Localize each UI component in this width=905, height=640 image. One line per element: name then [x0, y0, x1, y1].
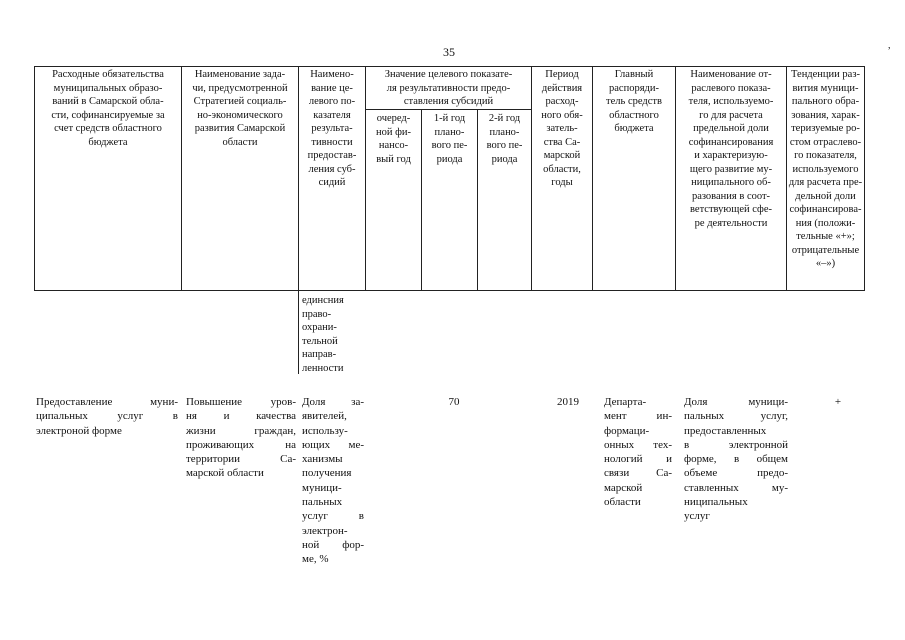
header-chief-administrator: Главный распоряди- тель средств областного бюджета	[606, 69, 662, 134]
cell-line: явителей,	[302, 410, 347, 423]
cell-line: ципальных услуг в	[36, 410, 178, 423]
cell-line: мент ин-	[604, 410, 672, 423]
previous-row-continuation: единсния право- охрани- тельной направ- ленности	[302, 295, 344, 374]
row-trend: +	[834, 396, 842, 408]
row-chief-administrator	[604, 395, 672, 509]
cell-line: онных тех-	[604, 438, 672, 451]
cell-line: жизни граждан,	[186, 424, 296, 437]
col-border	[592, 66, 593, 291]
header-planning-year-2: 2-й год плано- вого пе- риода	[486, 113, 523, 165]
header-development-trends: Тенденции раз- вития муници- пального обра- зования, харак- теризуемые ро- стом отраслево- го показателя, используемого для расчета пре- дельной доли софинансирова- ния (положи- тельные «+»; отрицательные «–»)	[788, 69, 863, 269]
header-top-border	[34, 66, 865, 67]
cell-line: области	[604, 496, 641, 509]
cell-line: ставленных му-	[684, 481, 788, 494]
cell-line: услуг	[684, 510, 710, 523]
header-target-indicator: Наимено- вание це- левого по- казателя результа- тивности предостав- ления суб- сидий	[307, 69, 357, 188]
page-number: 35	[443, 45, 455, 59]
cell-line: Доля за-	[302, 396, 364, 408]
cell-line: Повышение уров-	[186, 396, 296, 408]
row-expenditure-obligation	[36, 395, 178, 438]
cell-line: Предоставление муни-	[36, 396, 178, 408]
header-strategy-task: Наименование зада- чи, предусмотренной Стратегией социаль- но-экономического развития Самарской области	[192, 69, 288, 148]
cell-line: Департа-	[604, 396, 647, 408]
cell-line: марской	[604, 481, 643, 494]
col-border	[531, 66, 532, 291]
cell-line: использу-	[302, 424, 348, 437]
cell-line: ханизмы	[302, 453, 343, 466]
cell-line: ной фор-	[302, 538, 364, 551]
col-border	[365, 66, 366, 291]
cell-line: услуг в	[302, 510, 364, 523]
col-border	[864, 66, 865, 291]
cell-line: форме, в общем	[684, 453, 788, 466]
header-sector-indicator: Наименование от- раслевого показа- теля, используемо- го для расчета предельной доли софинансирования и характеризую- щего развитие му- ниципального об- разования в соот- ветствующей сфе- ре деятельности	[688, 69, 774, 229]
cell-line: ющих ме-	[302, 438, 364, 451]
header-indicator-value-group: Значение целевого показате- ля результативности предо- ставления субсидий	[384, 69, 513, 107]
cell-line: электроной форме	[36, 424, 122, 437]
col-border	[181, 66, 182, 291]
cell-line: ме, %	[302, 553, 329, 566]
header-planning-year-1: 1-й год плано- вого пе- риода	[431, 113, 468, 165]
cell-line: получения	[302, 467, 352, 480]
scan-mark: ,	[888, 40, 891, 51]
header-bottom-border	[34, 290, 865, 291]
cell-line: ниципальных	[684, 496, 748, 509]
header-obligation-period: Период действия расход- ного обя- затель- ства Са- марской области, годы	[541, 69, 583, 188]
cell-line: марской области	[186, 467, 264, 480]
cell-line: в электронной	[684, 438, 788, 451]
cell-line: муници-	[302, 481, 342, 494]
row-strategy-task	[186, 395, 296, 481]
row-period: 2019	[557, 396, 579, 408]
header-expenditure-obligations: Расходные обязательства муниципальных образо- ваний в Самарской обла- сти, софинансируемые за счет средств областного бюджета	[51, 69, 165, 148]
cell-line: проживающих на	[186, 438, 296, 451]
col-border	[34, 66, 35, 291]
cell-line: предоставленных	[684, 424, 767, 437]
cell-line: ня и качества	[186, 410, 296, 423]
cell-line: нологий и	[604, 453, 672, 466]
row-sector-indicator	[684, 395, 788, 524]
row-target-indicator	[302, 395, 364, 567]
cell-line: Доля муници-	[684, 396, 788, 408]
header-next-fiscal-year: очеред- ной фи- нансо- вый год	[375, 113, 412, 165]
row-value-next-year: 70	[448, 396, 460, 408]
col-border	[786, 66, 787, 291]
cell-line: объеме предо-	[684, 467, 788, 480]
cell-line: электрон-	[302, 524, 348, 537]
col-border	[298, 66, 299, 374]
cell-line: пальных услуг,	[684, 410, 788, 423]
group-divider	[365, 109, 531, 110]
cell-line: связи Са-	[604, 467, 672, 480]
cell-line: территории Са-	[186, 453, 296, 466]
col-border	[675, 66, 676, 291]
cell-line: формаци-	[604, 424, 650, 437]
cell-line: пальных	[302, 496, 343, 509]
